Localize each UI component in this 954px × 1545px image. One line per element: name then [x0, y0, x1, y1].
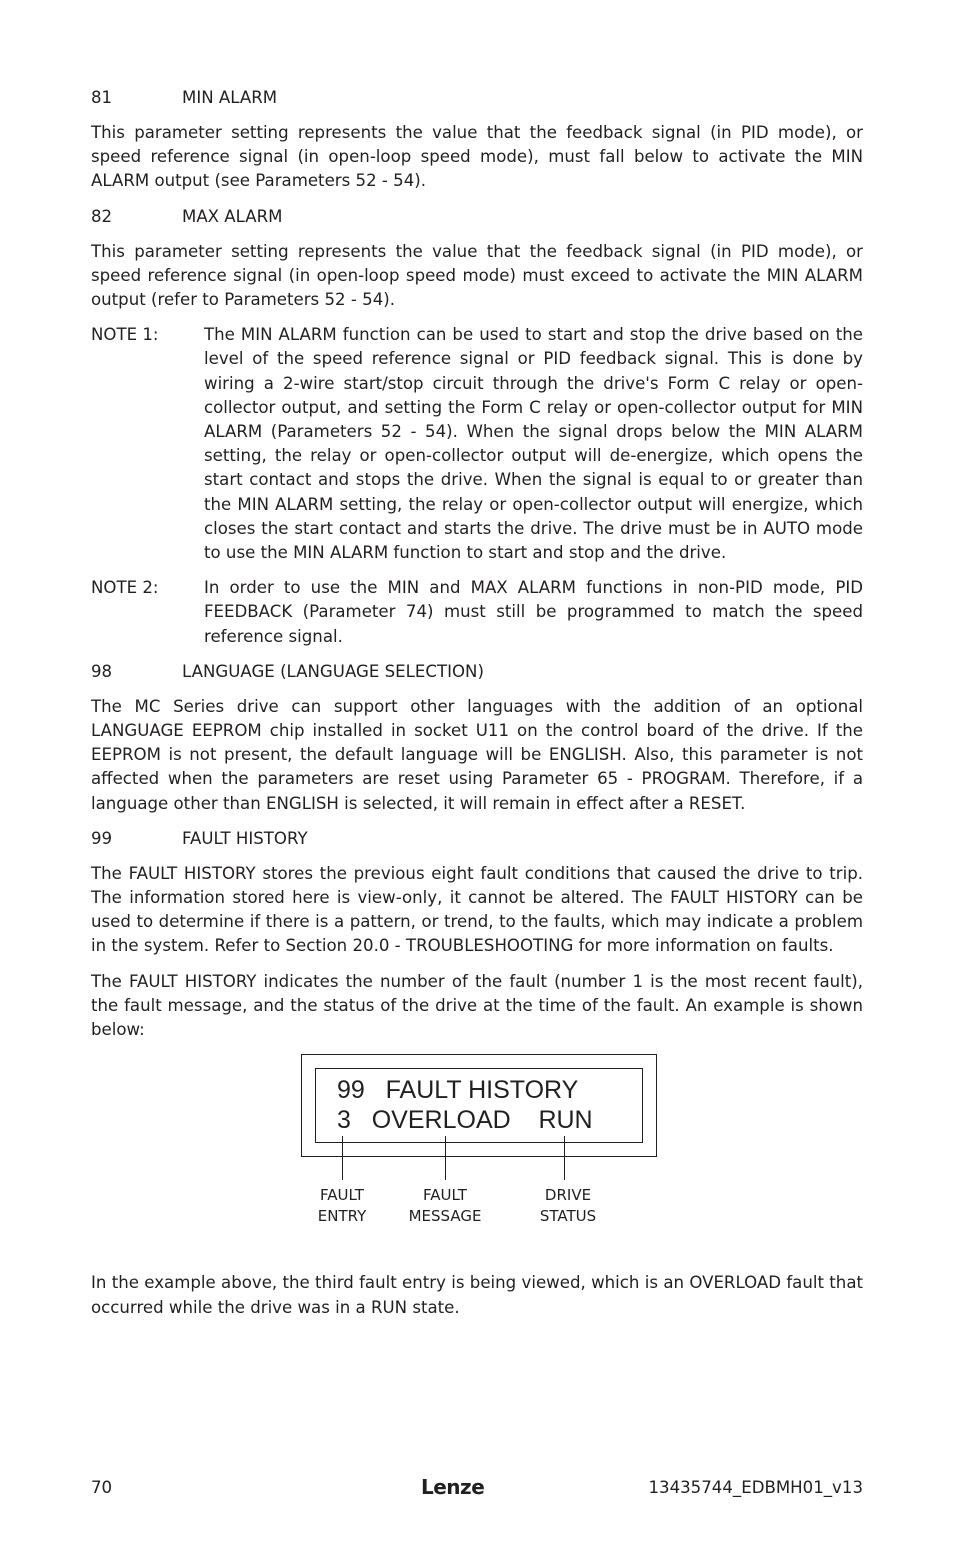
note-1	[91, 323, 863, 565]
page-content	[91, 86, 863, 1331]
note-text: In order to use the MIN and MAX ALARM functions in non-PID mode, PID FEEDBACK (Parameter 74) must still be programmed to match the speed reference signal.	[204, 578, 863, 646]
fault-entry-pointer	[342, 1136, 343, 1180]
fault-entry-caption: FAULT ENTRY	[317, 1186, 367, 1226]
param-title: FAULT HISTORY	[182, 828, 308, 848]
lenze-logo: Lenze	[421, 1475, 485, 1499]
param-82-heading	[91, 205, 863, 229]
drive-status-caption: DRIVE STATUS	[539, 1186, 597, 1226]
param-81-heading	[91, 86, 863, 110]
display-line-2: 3 OVERLOAD RUN	[337, 1106, 593, 1135]
page-footer	[91, 1475, 863, 1504]
param-number: 99	[91, 828, 113, 848]
closing-paragraph: In the example above, the third fault entry is being viewed, which is an OVERLOAD fault that occurred while the drive was in a RUN state.	[91, 1273, 863, 1317]
fault-message-caption: FAULT MESSAGE	[408, 1186, 482, 1226]
param-title: LANGUAGE (LANGUAGE SELECTION)	[182, 661, 484, 681]
display-line-1: 99 FAULT HISTORY	[337, 1076, 579, 1105]
param-number: 98	[91, 661, 113, 681]
note-text: The MIN ALARM function can be used to start and stop the drive based on the level of the speed reference signal or PID feedback signal. This is done by wiring a 2-wire start/stop circuit through the drive's Form C relay or open-collector output, and setting the Form C relay or open-collector output for MIN ALARM (Parameters 52 - 54). When the signal drops below the MIN ALARM setting, the relay or open-collector output will de-energize, which opens the start contact and stops the drive. When the signal is equal to or greater than the MIN ALARM setting, the relay or open-collector output will energize, which closes the start contact and starts the drive. The drive must be in AUTO mode to use the MIN ALARM function to start and stop and the drive.	[204, 325, 863, 563]
param-98-heading	[91, 660, 863, 684]
param-number: 82	[91, 206, 113, 226]
note-label: NOTE 2:	[91, 578, 159, 598]
page-number: 70	[91, 1478, 113, 1497]
param-82-description: This parameter setting represents the value that the feedback signal (in PID mode), or speed reference signal (in open-loop speed mode) must exceed to activate the MIN ALARM output (refer to Parameters 52 - 54).	[91, 241, 863, 310]
param-98-description: The MC Series drive can support other languages with the addition of an optional LANGUAGE EEPROM chip installed in socket U11 on the control board of the drive. If the EEPROM is not present, the default language will be ENGLISH. Also, this parameter is not affected when the parameters are reset using Parameter 65 - PROGRAM. Therefore, if a language other than ENGLISH is selected, it will remain in effect after a RESET.	[91, 696, 863, 813]
fault-history-display-figure	[91, 1054, 863, 1254]
fault-message-pointer	[445, 1136, 446, 1180]
param-81-description: This parameter setting represents the value that the feedback signal (in PID mode), or speed reference signal (in open-loop speed mode), must fall below to activate the MIN ALARM output (see Parameters 52 - 54).	[91, 123, 863, 191]
param-99-heading	[91, 827, 863, 851]
drive-status-pointer	[564, 1136, 565, 1180]
keypad-display-frame	[301, 1054, 657, 1157]
param-title: MAX ALARM	[182, 206, 283, 226]
param-99-description: The FAULT HISTORY stores the previous eight fault conditions that caused the drive to trip. The information stored here is view-only, it cannot be altered. The FAULT HISTORY can be used to determine if there is a pattern, or trend, to the faults, which may indicate a problem in the system. Refer to Section 20.0 - TROUBLESHOOTING for more information on faults.	[91, 863, 863, 956]
note-2	[91, 576, 863, 649]
param-title: MIN ALARM	[182, 88, 278, 107]
document-id: 13435744_EDBMH01_v13	[648, 1478, 863, 1497]
note-label: NOTE 1:	[91, 325, 159, 345]
keypad-display-screen	[315, 1068, 643, 1143]
param-99-description-2: The FAULT HISTORY indicates the number of the fault (number 1 is the most recent fault), the fault message, and the status of the drive at the time of the fault. An example is shown below:	[91, 971, 863, 1040]
param-number: 81	[91, 88, 113, 107]
